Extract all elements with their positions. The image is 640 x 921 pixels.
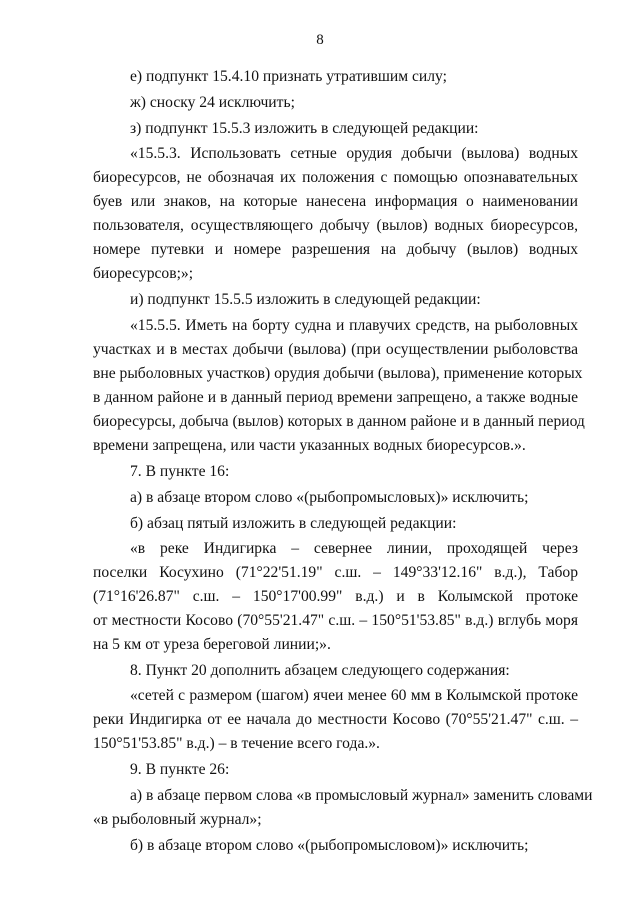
text-line: «в реке Индигирка – севернее линии, проходящей через	[130, 540, 578, 557]
text-line: «в рыболовный журнал»;	[93, 811, 262, 828]
text-line: пользователя, осуществляющего добычу (вылов) водных биоресурсов,	[93, 217, 578, 234]
text-line: а) в абзаце втором слово «(рыбопромысловых)» исключить;	[130, 489, 529, 506]
text-line: «сетей с размером (шагом) ячеи менее 60 мм в Колымской протоке	[130, 687, 578, 704]
text-line: (71°16'26.87" с.ш. – 150°17'00.99" в.д.) и в Колымской протоке	[93, 588, 578, 605]
text-line: поселки Косухино (71°22'51.19" с.ш. – 149°33'12.16" в.д.), Табор	[93, 564, 578, 581]
text-line: «15.5.3. Использовать сетные орудия добычи (вылова) водных	[130, 145, 578, 162]
text-line: времени запрещена, или части указанных водных биоресурсов.».	[93, 437, 526, 454]
text-line: 9. В пункте 26:	[130, 761, 230, 778]
text-line: биоресурсов;»;	[93, 265, 194, 282]
text-line: и) подпункт 15.5.5 изложить в следующей редакции:	[130, 291, 481, 308]
text-line: от местности Косово (70°55'21.47" с.ш. – 150°51'53.85" в.д.) вглубь моря	[93, 612, 578, 629]
text-line: з) подпункт 15.5.3 изложить в следующей редакции:	[130, 120, 479, 137]
page-number: 8	[316, 32, 324, 48]
text-line: б) абзац пятый изложить в следующей редакции:	[130, 515, 457, 532]
text-line: номере путевки и номере разрешения на добычу (вылов) водных	[93, 241, 578, 258]
text-line: «15.5.5. Иметь на борту судна и плавучих средств, на рыболовных	[130, 317, 578, 334]
text-line: 8. Пункт 20 дополнить абзацем следующего содержания:	[130, 662, 510, 679]
text-line: вне рыболовных участков) орудия добычи (вылова), применение которых	[93, 365, 583, 382]
text-line: на 5 км от уреза береговой линии;».	[93, 636, 331, 653]
text-line: 150°51'53.85" в.д.) – в течение всего года.».	[93, 735, 380, 752]
text-line: реки Индигирка от ее начала до местности Косово (70°55'21.47" с.ш. –	[93, 711, 578, 728]
text-line: буев или знаков, на которые нанесена информация о наименовании	[93, 193, 578, 210]
text-line: а) в абзаце первом слова «в промысловый журнал» заменить словами	[130, 787, 593, 804]
text-line: 7. В пункте 16:	[130, 463, 230, 480]
text-line: участках и в местах добычи (вылова) (при осуществлении рыболовства	[93, 341, 578, 358]
text-line: биоресурсов, не обозначая их положения с помощью опознавательных	[93, 169, 578, 186]
text-line: биоресурсы, добыча (вылов) которых в данном районе и в данный период	[93, 413, 585, 430]
text-line: е) подпункт 15.4.10 признать утратившим силу;	[130, 68, 447, 85]
text-line: б) в абзаце втором слово «(рыбопромысловом)» исключить;	[130, 837, 529, 854]
text-line: ж) сноску 24 исключить;	[130, 94, 295, 111]
text-line: в данном районе и в данный период времени запрещено, а также водные	[93, 389, 578, 406]
